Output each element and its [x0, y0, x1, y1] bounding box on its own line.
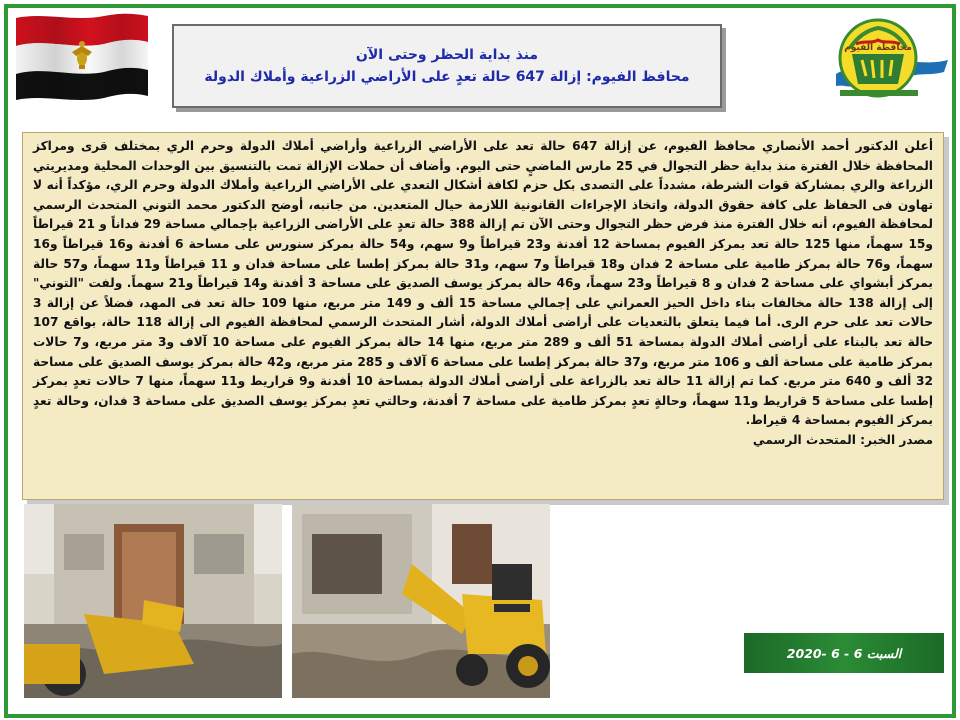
- article-source: مصدر الخبر: المتحدث الرسمي: [752, 432, 933, 447]
- article-body: أعلن الدكتور أحمد الأنصاري محافظ الفيوم، عن إزالة 647 حالة تعد على الأراضي الزراعية وأراضي أملاك الدولة وحرم الري بمختلف قرى ومراكز المحافظة خلال الفترة منذ بداية حظر التجوال في 25 مارس الماضيٍ حتى اليوم. وأضاف أن حملات الإزالة تمت بالتنسيق بين الوحدات المحلية ومديريتي الزراعة والري بمشاركة قوات الشرطة، مشدداً على التصدى بكل حزم لكافة أشكال التعدي على الأراضي الزراعية وأملاك الدولة وحرم الري، مؤكداً أنه لا تهاون فى الحفاظ على كافة حقوق الدولة، واتخاذ الإجراءات القانونية اللازمة حيال المتعدين. من جانبه، أوضح الدكتور محمد التوني المتحدث الرسمي لمحافظة الفيوم، أنه خلال الفترة منذ فرض حظر التجوال وحتى الآن تم إزالة 388 حالة تعدٍ على الأراضى الزراعية بإجمالي مساحة 29 فداناً و 21 قيراطاً و15 سهماً، منها 125 حالة تعد بمركز الفيوم بمساحة 12 أفدنة و23 قيراطاً و9 سهم، و54 حالة بمركز سنورس على مساحة 6 أفدنة و16 قيراطاً و16 سهماً، و76 حالة بمركز طامية على مساحة 2 فدان و18 قيراطاً و7 سهم، و31 حالة بمركز إطسا على مساحة فدان و 11 قيراطاً و11 سهماً، و57 حالة بمركز أبشواي على مساحة 2 فدان و 8 قيراطاً و23 سهماً، و46 حالة بمركز يوسف الصديق على مساحة 3 أفدنة و14 قيراطاً و21 سهماً. ولفت "التوني" إلى إزالة 138 حالة مخالفات بناء داخل الحيز العمراني على إجمالي مساحة 15 ألف و 149 متر مربع، منها 109 حالة تعد فى المهد، فضلاً عن إزالة 3 حالات تعد على حرم الرى. أما فيما يتعلق بالتعديات على أراضى أملاك الدولة، أشار المتحدث الرسمي لمحافظة الفيوم الى إزالة 118 حالة، بواقع 107 حالة تعد بالبناء على أراضى أملاك الدولة بمساحة 51 ألف و 289 متر مربع، منها 14 حالة بمركز الفيوم على مساحة 10 آلاف و3 متر مربع، و7 حالات بمركز طامية على مساحة ألف و 106 متر مربع، و37 حالة بمركز إطسا على مساحة 6 آلاف و 285 متر مربع، و42 حالة بمركز يوسف الصديق على مساحة 32 ألف و 640 متر مربع. كما تم إزالة 11 حالة تعد بالزراعة على أراضى أملاك الدولة بمساحة 10 أفدنة و9 قراريط و11 سهماً، منها 7 حالات تعدٍ بمركز إطسا على مساحة 5 قراريط و11 سهماً، وحالةٍ تعدٍ بمركز طامية على مساحة 7 أفدنة، وحالتي تعدٍ بمركز يوسف الصديق على مساحة 3 فدان، وحالة تعدٍ بمركز الفيوم بمساحة 4 قيراط.: [33, 139, 934, 428]
- headline-subtitle: منذ بداية الحظر وحتى الآن: [355, 47, 539, 63]
- demolition-photo-2: [292, 504, 550, 698]
- egypt-flag-icon: [14, 10, 150, 102]
- date-text: السبت 6 - 6 -2020: [786, 645, 902, 661]
- date-badge: [744, 633, 944, 673]
- fayoum-logo-icon: [832, 14, 950, 106]
- logo-text: محافظة الفيوم: [844, 43, 912, 53]
- headline-box: [172, 24, 722, 108]
- headline-title: محافظ الفيوم: إزالة 647 حالة تعدٍ على الأراضي الزراعية وأملاك الدولة: [204, 69, 690, 85]
- demolition-photo-1: [24, 504, 282, 698]
- article-panel: [22, 132, 944, 500]
